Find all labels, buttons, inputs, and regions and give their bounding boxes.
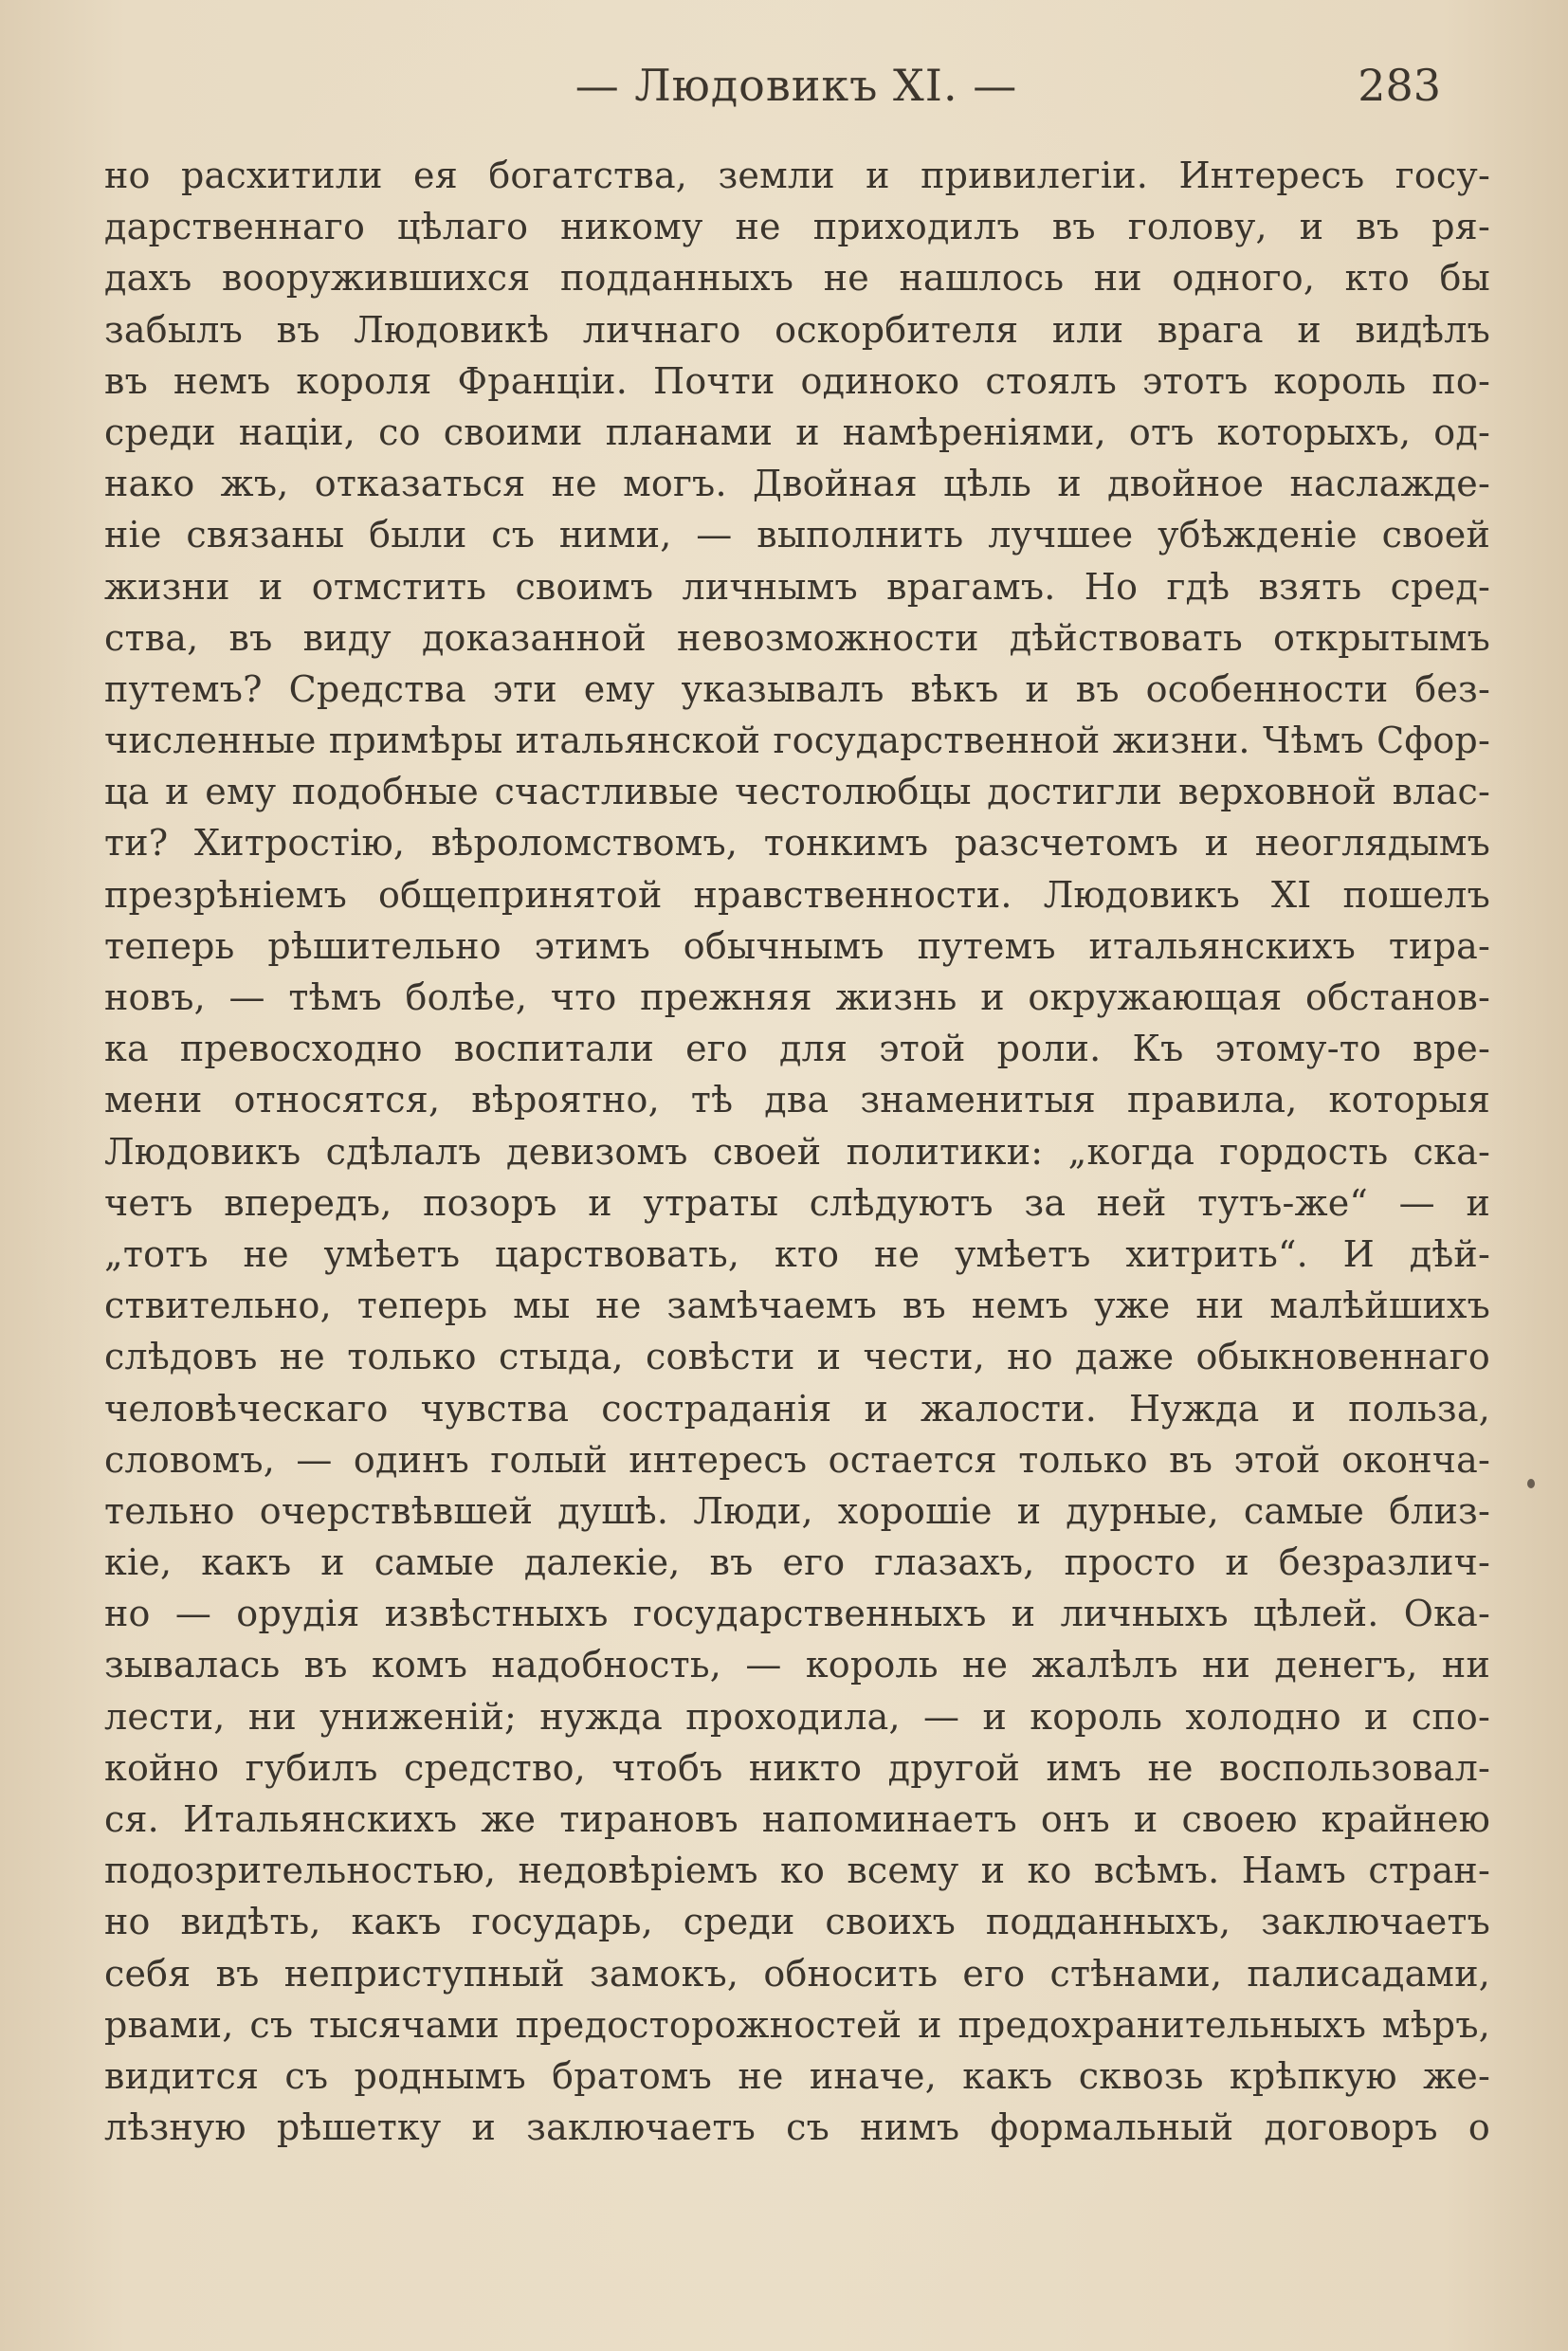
text-line: ка превосходно воспитали его для этой роли. Къ этому-то вре-	[104, 1028, 1490, 1070]
text-line: подозрительностью, недовѣріемъ ко всему и ко всѣмъ. Намъ стран-	[104, 1850, 1490, 1892]
text-line: лести, ни униженій; нужда проходила, — и король холодно и спо-	[104, 1695, 1490, 1738]
text-line: „тотъ не умѣетъ царствовать, кто не умѣетъ хитрить“. И дѣй-	[104, 1232, 1490, 1275]
text-line: лѣзную рѣшетку и заключаетъ съ нимъ формальный договоръ о	[104, 2106, 1490, 2149]
text-line: ствительно, теперь мы не замѣчаемъ въ немъ уже ни малѣйшихъ	[104, 1285, 1490, 1327]
text-line: ца и ему подобные счастливые честолюбцы достигли верховной влас-	[104, 771, 1490, 813]
text-line: среди націи, со своими планами и намѣреніями, отъ которыхъ, од-	[104, 410, 1490, 453]
text-line: новъ, — тѣмъ болѣе, что прежняя жизнь и окружающая обстанов-	[104, 976, 1490, 1018]
body-text	[104, 150, 1490, 2153]
text-line: жизни и отмстить своимъ личнымъ врагамъ. Но гдѣ взять сред-	[104, 565, 1490, 608]
text-line: койно губилъ средство, чтобъ никто другой имъ не воспользовал-	[104, 1746, 1490, 1789]
text-line: но видѣть, какъ государь, среди своихъ подданныхъ, заключаетъ	[104, 1901, 1490, 1943]
text-line: себя въ неприступный замокъ, обносить его стѣнами, палисадами,	[104, 1952, 1490, 1995]
text-line: но расхитили ея богатства, земли и привилегіи. Интересъ госу-	[104, 155, 1490, 196]
text-line: ніе связаны были съ ними, — выполнить лучшее убѣжденіе своей	[104, 514, 1490, 556]
text-line: четъ впередъ, позоръ и утраты слѣдуютъ за ней тутъ-же“ — и	[104, 1181, 1490, 1224]
text-line: нако жъ, отказаться не могъ. Двойная цѣль и двойное наслажде-	[104, 463, 1490, 505]
ink-speck	[1527, 1479, 1535, 1488]
text-line: слѣдовъ не только стыда, совѣсти и чести, но даже обыкновеннаго	[104, 1336, 1490, 1378]
text-line: теперь рѣшительно этимъ обычнымъ путемъ итальянскихъ тира-	[104, 924, 1490, 967]
text-line: забылъ въ Людовикѣ личнаго оскорбителя или врага и видѣлъ	[104, 308, 1490, 351]
text-line: дарственнаго цѣлаго никому не приходилъ въ голову, и въ ря-	[104, 206, 1490, 248]
text-line: но — орудія извѣстныхъ государственныхъ и личныхъ цѣлей. Ока-	[104, 1593, 1490, 1635]
text-line: ства, въ виду доказанной невозможности дѣйствовать открытымъ	[104, 616, 1490, 659]
text-line: ти? Хитростію, вѣроломствомъ, тонкимъ разсчетомъ и неоглядымъ	[104, 822, 1490, 865]
page-number: 283	[1358, 60, 1441, 111]
text-line: тельно очерствѣвшей душѣ. Люди, хорошіе и дурные, самые близ-	[104, 1489, 1490, 1532]
page-header	[0, 47, 1568, 123]
text-line: рвами, съ тысячами предосторожностей и предохранительныхъ мѣръ,	[104, 2003, 1490, 2046]
text-line: словомъ, — одинъ голый интересъ остается только въ этой оконча-	[104, 1438, 1490, 1481]
text-line: въ немъ короля Франціи. Почти одиноко стоялъ этотъ король по-	[104, 359, 1490, 402]
text-line: путемъ? Средства эти ему указывалъ вѣкъ и въ особенности без-	[104, 667, 1490, 710]
text-line: зывалась въ комъ надобность, — король не жалѣлъ ни денегъ, ни	[104, 1644, 1490, 1686]
text-line: видится съ роднымъ братомъ не иначе, какъ сквозь крѣпкую же-	[104, 2054, 1490, 2097]
text-line: Людовикъ сдѣлалъ девизомъ своей политики: „когда гордость ска-	[104, 1130, 1490, 1173]
running-title: — Людовикъ XI. —	[574, 60, 1018, 111]
text-line: презрѣніемъ общепринятой нравственности. Людовикъ XI пошелъ	[104, 873, 1490, 916]
text-line: численные примѣры итальянской государственной жизни. Чѣмъ Сфор-	[104, 720, 1490, 762]
text-line: мени относятся, вѣроятно, тѣ два знаменитыя правила, которыя	[104, 1079, 1490, 1121]
text-line: кіе, какъ и самые далекіе, въ его глазахъ, просто и безразлич-	[104, 1541, 1490, 1584]
text-line: ся. Итальянскихъ же тирановъ напоминаетъ онъ и своею крайнею	[104, 1798, 1490, 1840]
text-line: дахъ вооружившихся подданныхъ не нашлось ни одного, кто бы	[104, 257, 1490, 300]
text-line: человѣческаго чувства состраданія и жалости. Нужда и польза,	[104, 1387, 1490, 1430]
